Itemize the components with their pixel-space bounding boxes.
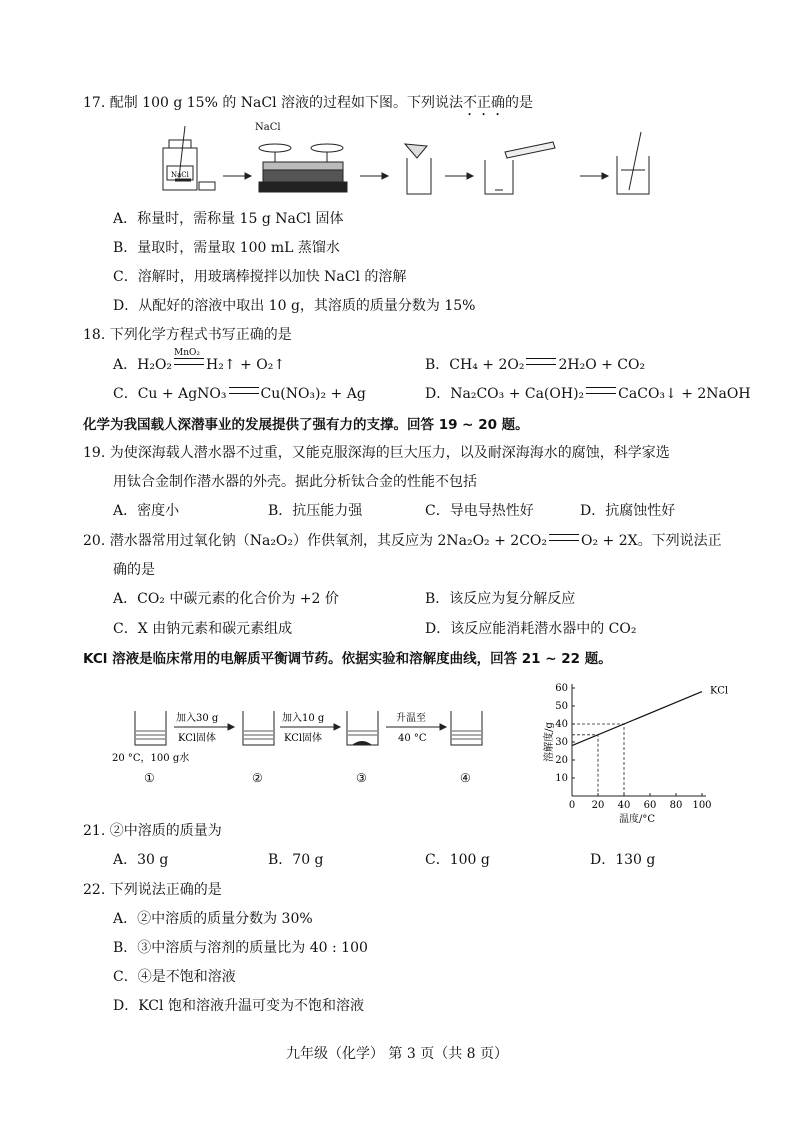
q22-option-c: C．④是不饱和溶液 <box>113 969 236 985</box>
step1-top: 加入30 g <box>176 713 219 724</box>
q20-stem: 20. 潜水器常用过氧化钠（Na₂O₂）作供氧剂，其反应为 2Na₂O₂ + 2CO₂ O₂ + 2X。下列说法正 <box>83 533 722 549</box>
x-tick-label: 80 <box>669 800 683 811</box>
q17-stem: 17. 配制 100 g 15% 的 NaCl 溶液的过程如下图。下列说法不正确的是 <box>83 95 534 111</box>
q22-option-d: D．KCl 饱和溶液升温可变为不饱和溶液 <box>113 998 364 1014</box>
q17-option-a: A．称量时，需称量 15 g NaCl 固体 <box>113 211 344 227</box>
beaker-1 <box>135 711 166 745</box>
series-label-kcl: KCl <box>710 685 729 697</box>
section-intro-21-22: KCl 溶液是临床常用的电解质平衡调节药。依据实验和溶解度曲线，回答 21 ~ 22 题。 <box>83 651 612 667</box>
q21-option-d: D．130 g <box>590 852 656 868</box>
q20-option-b: B．该反应为复分解反应 <box>425 591 576 607</box>
beaker-label-1: ① <box>144 771 155 785</box>
beaker-with-rod <box>617 132 649 194</box>
balance-label: NaCl <box>255 122 281 133</box>
q17-option-d: D．从配好的溶液中取出 10 g，其溶质的质量分数为 15% <box>113 298 476 314</box>
q21-option-b: B．70 g <box>268 852 324 868</box>
q20-option-d: D．该反应能消耗潜水器中的 CO₂ <box>425 621 637 637</box>
beaker-4 <box>451 711 482 745</box>
step3-bottom: 40 °C <box>398 733 427 744</box>
weighing-block <box>199 182 215 190</box>
x-axis-label: 温度/°C <box>618 814 656 823</box>
y-tick-label: 10 <box>555 773 568 784</box>
q17-option-b: B．量取时，需量取 100 mL 蒸馏水 <box>113 240 340 256</box>
balance <box>255 122 347 192</box>
experiment-arrows <box>174 724 446 730</box>
y-tick-label: 40 <box>555 719 568 730</box>
q20-option-a: A．CO₂ 中碳元素的化合价为 +2 价 <box>113 591 339 607</box>
beaker-with-paper <box>405 144 431 194</box>
q18-option-a: A．H₂O₂ MnO₂ H₂↑ + O₂↑ <box>113 348 286 373</box>
solubility-chart <box>530 678 740 823</box>
q19-option-d: D．抗腐蚀性好 <box>580 503 676 519</box>
page-footer: 九年级（化学） 第 3 页（共 8 页） <box>285 1046 509 1062</box>
q19-stem-line2: 用钛合金制作潜水器的外壳。据此分析钛合金的性能不包括 <box>113 474 477 490</box>
x-tick-label: 40 <box>617 800 631 811</box>
x-tick-label: 20 <box>591 800 605 811</box>
q17-procedure-figure <box>155 118 675 198</box>
beaker-with-cylinder <box>485 142 555 194</box>
q22-option-a: A．②中溶质的质量分数为 30% <box>113 911 313 927</box>
q21-option-a: A．30 g <box>113 852 169 868</box>
experiment-figure <box>100 695 510 795</box>
y-tick-label: 50 <box>555 701 568 712</box>
section-intro-19-20: 化学为我国载人深潜事业的发展提供了强有力的支撑。回答 19 ~ 20 题。 <box>83 417 529 433</box>
q19-option-a: A．密度小 <box>113 503 180 519</box>
reagent-jar <box>163 126 197 190</box>
step1-bottom: KCl固体 <box>178 733 217 744</box>
q19-stem: 19. 为使深海载人潜水器不过重，又能克服深海的巨大压力，以及耐深海海水的腐蚀，科学家选 <box>83 445 670 461</box>
beaker-3 <box>347 711 378 745</box>
beaker-label-4: ④ <box>460 771 471 785</box>
q22-stem: 22. 下列说法正确的是 <box>83 882 222 898</box>
y-tick-label: 20 <box>555 755 568 766</box>
x-tick-label: 60 <box>643 800 657 811</box>
q18-option-d: D．Na₂CO₃ + Ca(OH)₂ CaCO₃↓ + 2NaOH <box>425 386 751 402</box>
step2-bottom: KCl固体 <box>284 733 323 744</box>
y-tick-label: 60 <box>555 683 568 694</box>
q17-option-c: C．溶解时，用玻璃棒搅拌以加快 NaCl 的溶解 <box>113 269 407 285</box>
q20-option-c: C．X 由钠元素和碳元素组成 <box>113 621 293 637</box>
q21-option-c: C．100 g <box>425 852 490 868</box>
step3-top: 升温至 <box>396 713 426 724</box>
undissolved-solid <box>352 741 372 745</box>
x-tick-label: 0 <box>568 800 576 811</box>
x-tick-label: 100 <box>692 800 712 811</box>
q18-option-c: C．Cu + AgNO₃ Cu(NO₃)₂ + Ag <box>113 386 366 402</box>
q20-stem-line2: 确的是 <box>113 562 155 578</box>
q22-option-b: B．③中溶质与溶剂的质量比为 40 : 100 <box>113 940 368 956</box>
q18-option-b: B．CH₄ + 2O₂ 2H₂O + CO₂ <box>425 357 646 373</box>
q18-stem: 18. 下列化学方程式书写正确的是 <box>83 327 292 343</box>
series-line-kcl <box>572 692 702 746</box>
initial-condition: 20 °C，100 g水 <box>112 753 190 764</box>
q21-stem: 21. ②中溶质的质量为 <box>83 823 222 839</box>
y-axis-label: 溶解度/g <box>544 722 555 762</box>
beaker-label-2: ② <box>252 771 263 785</box>
catalyst-label: MnO₂ <box>174 348 201 358</box>
step2-top: 加入10 g <box>282 713 325 724</box>
q19-option-b: B．抗压能力强 <box>268 503 363 519</box>
y-tick-label: 30 <box>555 737 568 748</box>
jar-label: NaCl <box>171 171 189 179</box>
beaker-label-3: ③ <box>356 771 367 785</box>
q19-option-c: C．导电导热性好 <box>425 503 534 519</box>
beaker-2 <box>243 711 274 745</box>
